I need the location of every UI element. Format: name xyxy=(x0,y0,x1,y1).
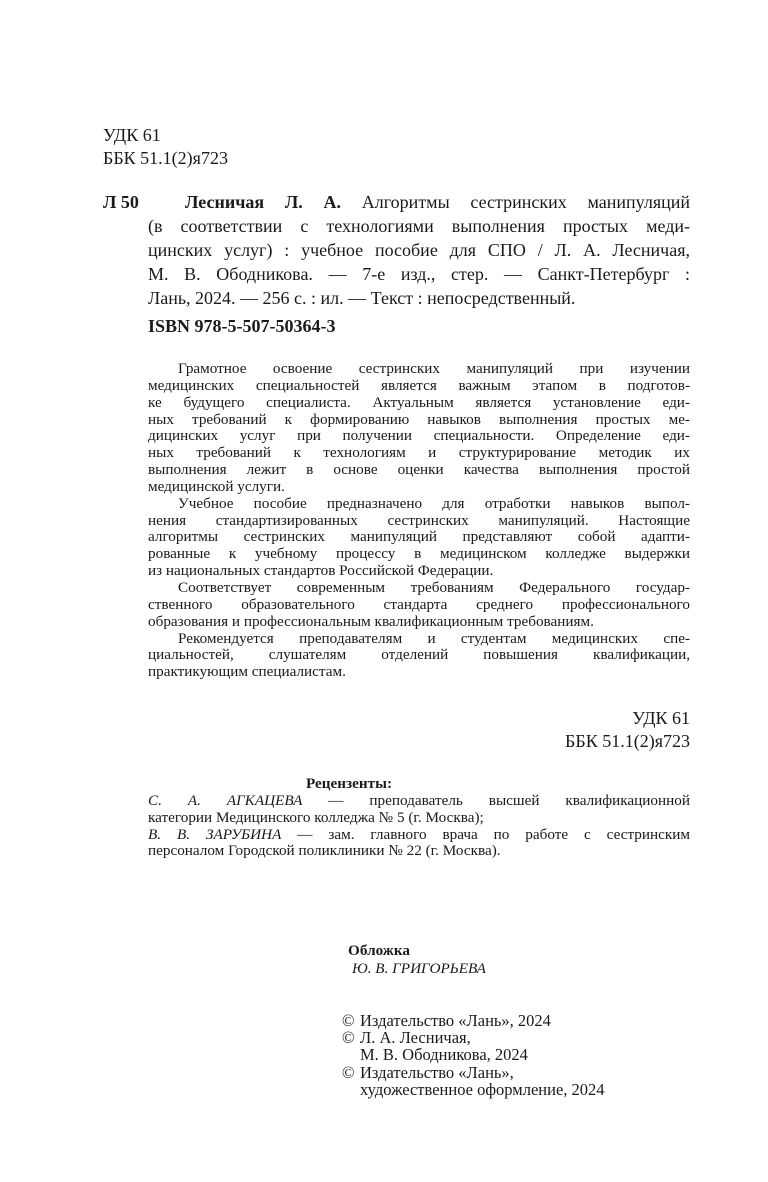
entry-line: Лань, 2024. — 256 с. : ил. — Текст : непосредственный. xyxy=(148,288,576,308)
reviewer-name: В. В. ЗАРУБИНА xyxy=(148,825,282,843)
reviewer-line: персоналом Городской поликлиники № 22 (г. Москва). xyxy=(148,842,501,860)
abstract-line: из национальных стандартов Российской Федерации. xyxy=(148,562,494,580)
reviewer-line xyxy=(148,827,690,844)
reviewer-name: С. А. АГКАЦЕВА xyxy=(148,791,303,809)
isbn: ISBN 978-5-507-50364-3 xyxy=(148,316,336,336)
reviewer-role: — зам. главного врача по работе с сестринским xyxy=(281,825,690,843)
abstract-line: ных требований к формированию навыков выполнения простых ме- xyxy=(148,410,690,428)
abstract-line: практикующим специалистам. xyxy=(148,663,346,681)
abstract-line: ных требований к технологиям и структурирование методик их xyxy=(148,444,690,462)
abstract-line: медицинской услуги. xyxy=(148,477,285,495)
copyright-block xyxy=(342,1012,605,1098)
abstract-line: дицинских услуг при получении специальности. Определение еди- xyxy=(148,427,690,445)
abstract-line: Грамотное освоение сестринских манипуляций при изучении xyxy=(178,360,690,377)
abstract-line: ственного образовательного стандарта среднего профессионального xyxy=(148,595,690,613)
bbk-code: ББК 51.1(2)я723 xyxy=(103,148,228,168)
reviewer-line: категории Медицинского колледжа № 5 (г. Москва); xyxy=(148,808,484,826)
udk-code: УДК 61 xyxy=(103,125,161,145)
reviewers-title: Рецензенты: xyxy=(305,775,393,792)
abstract-line: алгоритмы сестринских манипуляций представляют собой адапти- xyxy=(148,528,690,546)
copyright-text: Л. А. Лесничая, xyxy=(360,1028,471,1048)
author-mark: Л 50 xyxy=(103,192,139,212)
reviewers xyxy=(148,776,690,860)
abstract-line: циальностей, слушателям отделений повышения квалификации, xyxy=(148,646,690,664)
udk-code: УДК 61 xyxy=(632,708,690,728)
entry-line xyxy=(148,190,690,214)
entry-line: цинских услуг) : учебное пособие для СПО / Л. А. Лесничая, xyxy=(148,240,690,260)
classification-codes-bottom xyxy=(565,707,690,753)
abstract-line: образования и профессиональным квалификационным требованиям. xyxy=(148,612,594,630)
bbk-code: ББК 51.1(2)я723 xyxy=(565,731,690,751)
abstract-line: выполнения лежит в основе оценки качества выполнения простой xyxy=(148,461,690,479)
abstract-line: Соответствует современным требованиям Федерального государ- xyxy=(178,578,690,596)
entry-line: (в соответствии с технологиями выполнения простых меди- xyxy=(148,216,690,236)
copyright-line xyxy=(342,1029,605,1046)
abstract xyxy=(148,361,690,681)
abstract-line: нения стандартизированных сестринских манипуляций. Настоящие xyxy=(148,511,690,529)
copyright-line: художественное оформление, 2024 xyxy=(360,1079,605,1099)
cover-title: Обложка xyxy=(348,942,410,959)
abstract-line: Учебное пособие предназначено для отработки навыков выпол- xyxy=(178,494,690,512)
entry-line: М. В. Ободникова. — 7-е изд., стер. — Санкт-Петербург : xyxy=(148,264,690,284)
copyright-icon: © xyxy=(342,1028,355,1048)
copyright-text: Издательство «Лань», xyxy=(360,1062,514,1082)
bibliographic-entry xyxy=(148,190,690,310)
copyright-line xyxy=(342,1012,605,1029)
cover-designer: Ю. В. ГРИГОРЬЕВА xyxy=(352,960,486,977)
cover-credit xyxy=(148,942,690,978)
abstract-line: Рекомендуется преподавателям и студентам медицинских спе- xyxy=(178,629,690,647)
copyright-text: Издательство «Лань», 2024 xyxy=(360,1011,551,1030)
abstract-line: рованные к учебному процессу в медицинском колледже выдержки xyxy=(148,545,690,563)
reviewer-line xyxy=(148,793,690,810)
copyright-icon: © xyxy=(342,1062,355,1082)
entry-title: Алгоритмы сестринских манипуляций xyxy=(361,192,691,212)
entry-author: Лесничая Л. А. xyxy=(185,192,342,212)
abstract-line: ке будущего специалиста. Актуальным является установление еди- xyxy=(148,393,690,411)
reviewer-role: — преподаватель высшей квалификационной xyxy=(302,791,690,809)
classification-codes-top xyxy=(103,124,228,170)
copyright-icon: © xyxy=(342,1011,355,1030)
abstract-line: медицинских специальностей является важным этапом в подготов- xyxy=(148,376,690,394)
copyright-line xyxy=(342,1064,605,1081)
copyright-line: М. В. Ободникова, 2024 xyxy=(360,1045,528,1065)
